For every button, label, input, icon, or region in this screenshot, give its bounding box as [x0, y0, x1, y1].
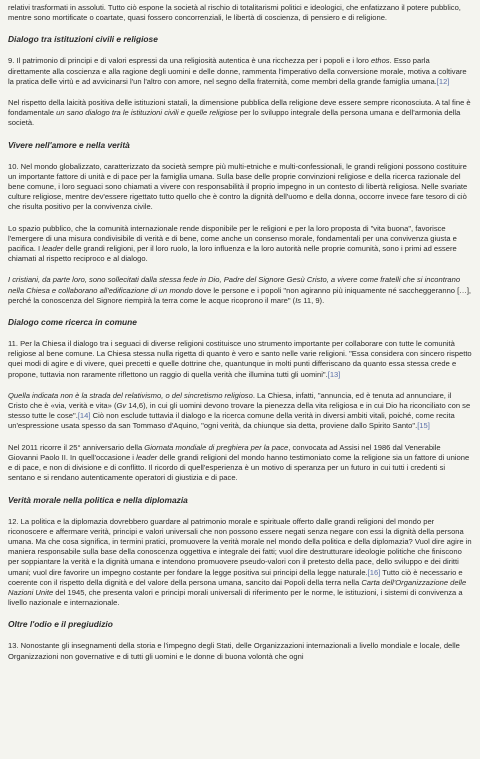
paragraph: [8, 224, 472, 265]
text-run: 9. Il patrimonio di principi e di valori espressi da una religiosità autentica è una ricchezza per i popoli e i loro: [8, 56, 372, 66]
paragraph: [8, 443, 472, 484]
text-run: . La Chiesa, infatti, "annuncia, ed è tenuta ad annunciare, il Cristo che è «via, verità e vita» (: [8, 390, 452, 411]
italic-text: Quella indicata non è la strada del relativismo, o del sincretismo religioso: [8, 390, 253, 400]
section-heading: Dialogo come ricerca in comune: [8, 317, 137, 328]
paragraph: [8, 391, 472, 432]
paragraph: [8, 517, 472, 609]
italic-text: Gv: [116, 401, 127, 411]
text-run: delle grandi religioni, per il loro ruolo, la loro influenza e la loro autorità nelle proprie comunità, sono i primi ad essere chiamati al rispetto reciproco e al dialogo.: [8, 244, 457, 264]
paragraph: [8, 275, 472, 306]
text-run: 11, 9).: [301, 295, 325, 305]
italic-text: un sano dialogo tra le istituzioni civili e quelle religiose: [56, 108, 238, 118]
paragraph: [8, 162, 472, 213]
footnote-link[interactable]: [15]: [417, 421, 430, 431]
italic-text: Giornata mondiale di preghiera per la pace: [144, 442, 289, 452]
text-run: 10. Nel mondo globalizzato, caratterizzato da società sempre più multi-etniche e multi-confessionali, le grandi religioni possono costituire un importante fattore di unità e di pace per la famiglia umana. Sulla base delle proprie convinzioni religiose e della ricerca razionale del bene comune, i loro seguaci sono chiamati a vivere con responsabilità il proprio impegno in un contesto di libertà religiosa. Nelle svariate culture religiose, mentre dev'essere rigettato tutto quello che è contro la dignità dell'uomo e della donna, occorre invece fare tesoro di ciò che risulta positivo per la convivenza civile.: [8, 161, 468, 212]
paragraph: [8, 56, 472, 87]
text-run: , convocata ad Assisi nel 1986 dal Venerabile Giovanni Paolo II. In quell'occasione i: [8, 442, 441, 462]
text-run: Nel rispetto della laicità positiva delle istituzioni statali, la dimensione pubblica della religione deve essere sempre riconosciuta. A tal fine è fondamentale: [8, 98, 471, 118]
text-run: Tutto ciò è necessario e coerente con il rispetto della dignità e del valore della persona umana, sancito dai Popoli della terra nella: [8, 567, 463, 587]
italic-text: ethos: [371, 56, 390, 66]
paragraph: [8, 98, 472, 129]
italic-text: Carta dell'Organizzazione delle Nazioni Unite: [8, 577, 467, 597]
text-run: dove le persone e i popoli "non agiranno più iniquamente né saccheggeranno […], perché la conoscenza del Signore riempirà la terra come le acque ricoprono il mare" (: [8, 285, 472, 305]
italic-text: leader: [136, 452, 158, 462]
italic-text: I cristiani, da parte loro, sono sollecitati dalla stessa fede in Dio, Padre del Signore Gesù Cristo, a vivere come fratelli che si incontrano nella Chiesa e collaborano all'edificazione di un mondo: [8, 275, 461, 295]
text-run: 14,6), in cui gli uomini devono trovare la pienezza della vita religiosa e in cui Dio ha riconciliato con se stesso tutte le cose".: [8, 401, 471, 421]
text-run: Ciò non esclude tuttavia il dialogo e la ricerca comune della verità in diversi ambiti vitali, poiché, come recita un'espressione usata spesso da san Tommaso d'Aquino, "ogni verità, da chiunque sia detta, proviene dallo Spirito Santo".: [8, 411, 455, 431]
italic-text: Is: [295, 295, 302, 305]
text-run: . Esso parla direttamente alla coscienza e alla ragione degli uomini e delle donne, rammenta l'imperativo della conversione morale, motiva a coltivare la pratica delle virtù e ad avvicinarsi l'un l'altro con amore, nel segno della fraternità, come membri della grande famiglia umana.: [8, 56, 467, 86]
section-heading: Dialogo tra istituzioni civili e religiose: [8, 34, 158, 45]
paragraph: [8, 3, 472, 23]
paragraph: [8, 339, 472, 380]
text-run: delle grandi religioni del mondo hanno testimoniato come la religione sia un fattore di unione e di pace, e non di divisione e di conflitto. Il ricordo di quell'esperienza è un motivo di speranza per un futuro in cui tutti i credenti si sentano e si rendano autenticamente operatori di giustizia e di pace.: [8, 452, 470, 483]
text-run: Nel 2011 ricorre il 25° anniversario della: [8, 442, 145, 452]
text-run: Lo spazio pubblico, che la comunità internazionale rende disponibile per le religioni e per la loro proposta di "vita buona", favorisce l'emergere di una misura condivisibile di verità e di bene, come anche un consenso morale, fondamentali per una convivenza giusta e pacifica. I: [8, 223, 457, 254]
section-heading: Verità morale nella politica e nella diplomazia: [8, 494, 188, 505]
footnote-link[interactable]: [13]: [327, 369, 341, 379]
text-run: 13. Nonostante gli insegnamenti della storia e l'impegno degli Stati, delle Organizzazioni internazionali a livello mondiale e locale, delle Organizzazioni non governative e di tutti gli uomini e le donne di buona volontà che ogni: [8, 641, 460, 661]
italic-text: leader: [42, 244, 64, 254]
footnote-link[interactable]: [16]: [367, 567, 381, 577]
text-run: 11. Per la Chiesa il dialogo tra i seguaci di diverse religioni costituisce uno strumento importante per collaborare con tutte le comunità religiose al bene comune. La Chiesa stessa nulla rigetta di quanto è vero e santo nelle varie religioni. "Essa considera con sincero rispetto quei modi di agire e di vivere, quei precetti e quelle dottrine che, quantunque in molti punti differiscano da quanto essa stessa crede e propone, tuttavia non raramente riflettono un raggio di quella verità che illumina tutti gli uomini".: [8, 339, 472, 379]
section-heading: Oltre l'odio e il pregiudizio: [8, 619, 113, 630]
footnote-link[interactable]: [14]: [77, 411, 91, 421]
text-run: per lo sviluppo integrale della persona umana e dell'armonia della società.: [8, 108, 461, 128]
paragraph: [8, 641, 472, 661]
text-run: 12. La politica e la diplomazia dovrebbero guardare al patrimonio morale e spirituale offerto dalle grandi religioni del mondo per riconoscere e affermare verità, principi e valori universali che non possono essere negati senza negare con essi la dignità della persona umana. Ma che cosa significa, in termini pratici, promuovere la verità morale nel mondo della politica e della diplomazia? Vuol dire agire in maniera responsabile sulla base della conoscenza oggettiva e integrale dei fatti; vuol dire destrutturare ideologie politiche che finiscono per soppiantare la verità e la dignità umana e intendono promuovere pseudo-valori con il pretesto della pace, dello sviluppo e dei diritti umani; vuol dire favorire un impegno costante per fondare la legge positiva sui principi della legge naturale.: [8, 516, 472, 577]
text-run: del 1945, che presenta valori e principi morali universali di riferimento per le norme, le istituzioni, i sistemi di convivenza a livello nazionale e internazionale.: [8, 587, 463, 608]
section-heading: Vivere nell'amore e nella verità: [8, 139, 130, 150]
footnote-link[interactable]: [12]: [436, 76, 450, 86]
text-run: relativi trasformati in assoluti. Tutto ciò espone la società al rischio di totalitarismi politici e ideologici, che enfatizzano il potere pubblico, mentre sono mortificate o coartate, quasi fossero concorrenziali, le libertà di coscienza, di pensiero e di religione.: [8, 3, 461, 23]
